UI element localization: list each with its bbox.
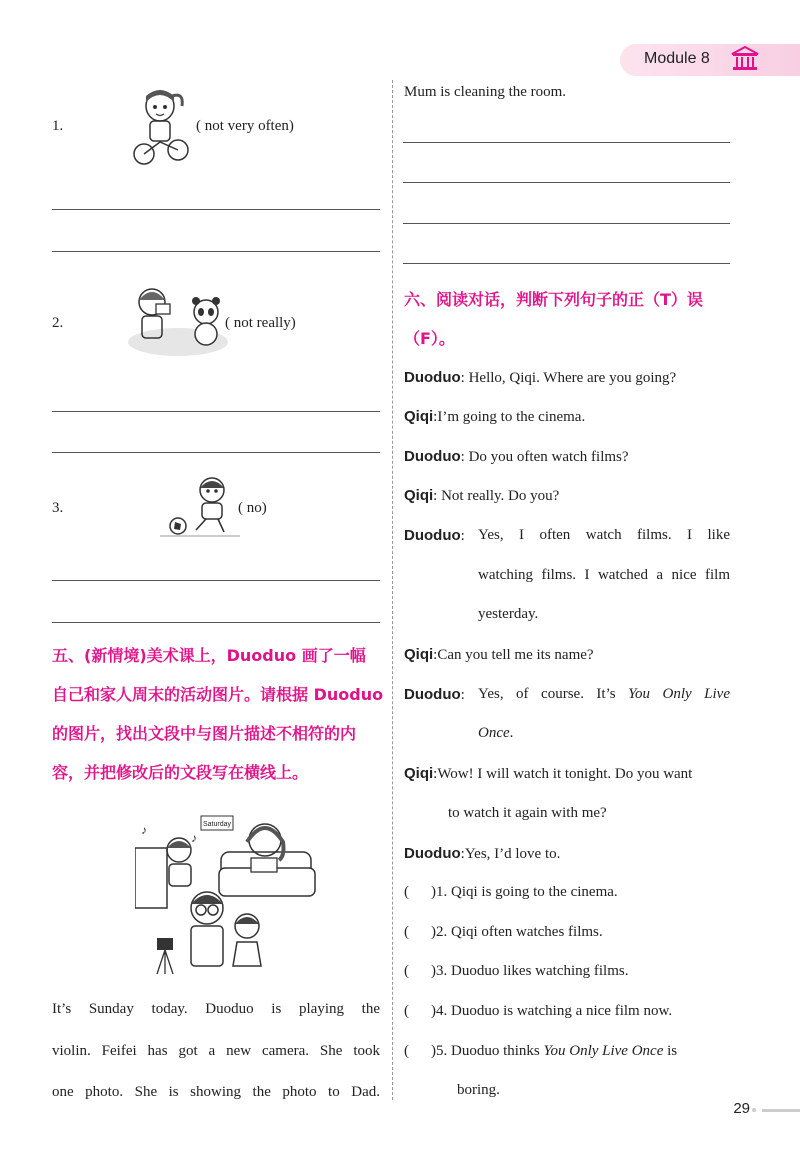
answer-blank[interactable]: ( ) [404, 924, 436, 940]
section5-title-line: 五、(新情境)美术课上，Duoduo 画了一幅 [52, 646, 366, 665]
continued-paragraph-line: Mum is cleaning the room. [404, 84, 567, 100]
dialogue-line: Qiqi: Not really. Do you? [404, 487, 560, 504]
dialogue-text: Once. [478, 725, 514, 741]
answer-line [403, 142, 730, 143]
section5-paragraph-line: one photo. She is showing the photo to Dad. [52, 1084, 380, 1100]
dialogue-text: Do you often watch films? [468, 449, 629, 465]
dialogue-text: Wow! I will watch it tonight. Do you want [437, 766, 693, 782]
speaker: Duoduo [404, 448, 461, 465]
section6-title [404, 280, 730, 358]
picture-sign: Saturday [202, 821, 232, 828]
speaker: Duoduo [404, 369, 461, 386]
answer-line [403, 223, 730, 224]
item-hint: ( no) [238, 500, 267, 516]
dialogue-text: Not really. Do you? [441, 488, 560, 504]
speaker: Duoduo [404, 686, 461, 703]
family-weekend-picture [135, 808, 335, 980]
answer-blank[interactable]: ( ) [404, 1003, 436, 1019]
dialogue-text: Can you tell me its name? [437, 647, 594, 663]
item-hint: ( not really) [225, 315, 296, 331]
module-header-tab [620, 44, 800, 76]
item-number: 3. [52, 500, 64, 516]
dialogue-line: Duoduo: [404, 527, 465, 544]
dialogue-text: yesterday. [478, 606, 539, 622]
answer-blank[interactable]: ( ) [404, 1043, 436, 1059]
answer-blank[interactable]: ( ) [404, 963, 436, 979]
answer-line [403, 182, 730, 183]
column-divider [392, 80, 393, 1100]
footer-dot [752, 1108, 756, 1112]
item-number: 2. [52, 315, 64, 331]
section5-paragraph-line: violin. Feifei has got a new camera. She took [52, 1043, 380, 1059]
dialogue-text: I’m going to the cinema. [437, 409, 586, 425]
boy-playing-football-picture [160, 474, 240, 538]
answer-line [52, 411, 380, 412]
item-hint: ( not very often) [196, 118, 294, 134]
speaker: Qiqi [404, 408, 434, 425]
speaker: Duoduo [404, 845, 461, 862]
answer-line [52, 251, 380, 252]
section6-title-line: 六、阅读对话，判断下列句子的正（T）误 [404, 290, 703, 309]
dialogue-line: Qiqi:Can you tell me its name? [404, 646, 594, 663]
dialogue-text: watching films. I watched a nice film [478, 567, 730, 583]
svg-text:♪: ♪ [191, 831, 197, 845]
section5-title-line: 自己和家人周末的活动图片。请根据 Duoduo [52, 685, 384, 704]
dialogue-text: Yes, I’d love to. [464, 846, 561, 862]
section5-title-line: 容，并把修改后的文段写在横线上。 [52, 763, 309, 782]
answer-line [52, 452, 380, 453]
temple-icon [730, 46, 760, 72]
statement-row: ( )3. Duoduo likes watching films. [404, 963, 629, 979]
section5-paragraph-line: It’s Sunday today. Duoduo is playing the [52, 1001, 380, 1017]
speaker: Qiqi [404, 487, 434, 504]
dialogue-line: Duoduo: Do you often watch films? [404, 448, 629, 465]
answer-blank[interactable]: ( ) [404, 884, 436, 900]
dialogue-text: Hello, Qiqi. Where are you going? [468, 370, 677, 386]
speaker: Duoduo [404, 527, 461, 544]
statement-row: ( )5. Duoduo thinks You Only Live Once is [404, 1043, 678, 1059]
statement-row: ( )1. Qiqi is going to the cinema. [404, 884, 618, 900]
girl-taking-photo-of-panda-picture [126, 282, 230, 360]
dialogue-line: Duoduo:Yes, I’d love to. [404, 845, 561, 862]
section5-title [52, 636, 386, 792]
girl-riding-bicycle-picture [132, 86, 192, 170]
section5-title-line: 的图片，找出文段中与图片描述不相符的内 [52, 724, 357, 743]
statement-row: ( )2. Qiqi often watches films. [404, 924, 603, 940]
statement-continuation: boring. [457, 1082, 500, 1098]
dialogue-line: Qiqi:I’m going to the cinema. [404, 408, 586, 425]
answer-line [52, 209, 380, 210]
page-number: 29 [733, 1100, 750, 1117]
svg-text:♪: ♪ [141, 823, 147, 837]
dialogue-text: Yes, I often watch films. I like [478, 527, 730, 543]
answer-line [403, 263, 730, 264]
dialogue-text: to watch it again with me? [448, 805, 607, 821]
dialogue-line: Qiqi:Wow! I will watch it tonight. Do you want [404, 765, 693, 782]
dialogue-line: Duoduo: [404, 686, 465, 703]
dialogue-text: Yes, of course. It’s You Only Live [478, 686, 730, 702]
answer-line [52, 622, 380, 623]
section6-title-line: （F）。 [404, 329, 455, 348]
statement-row: ( )4. Duoduo is watching a nice film now. [404, 1003, 673, 1019]
item-number: 1. [52, 118, 64, 134]
answer-line [52, 580, 380, 581]
speaker: Qiqi [404, 646, 434, 663]
speaker: Qiqi [404, 765, 434, 782]
module-label: Module 8 [644, 50, 710, 67]
footer-bar [762, 1109, 800, 1112]
dialogue-line: Duoduo: Hello, Qiqi. Where are you going? [404, 369, 677, 386]
